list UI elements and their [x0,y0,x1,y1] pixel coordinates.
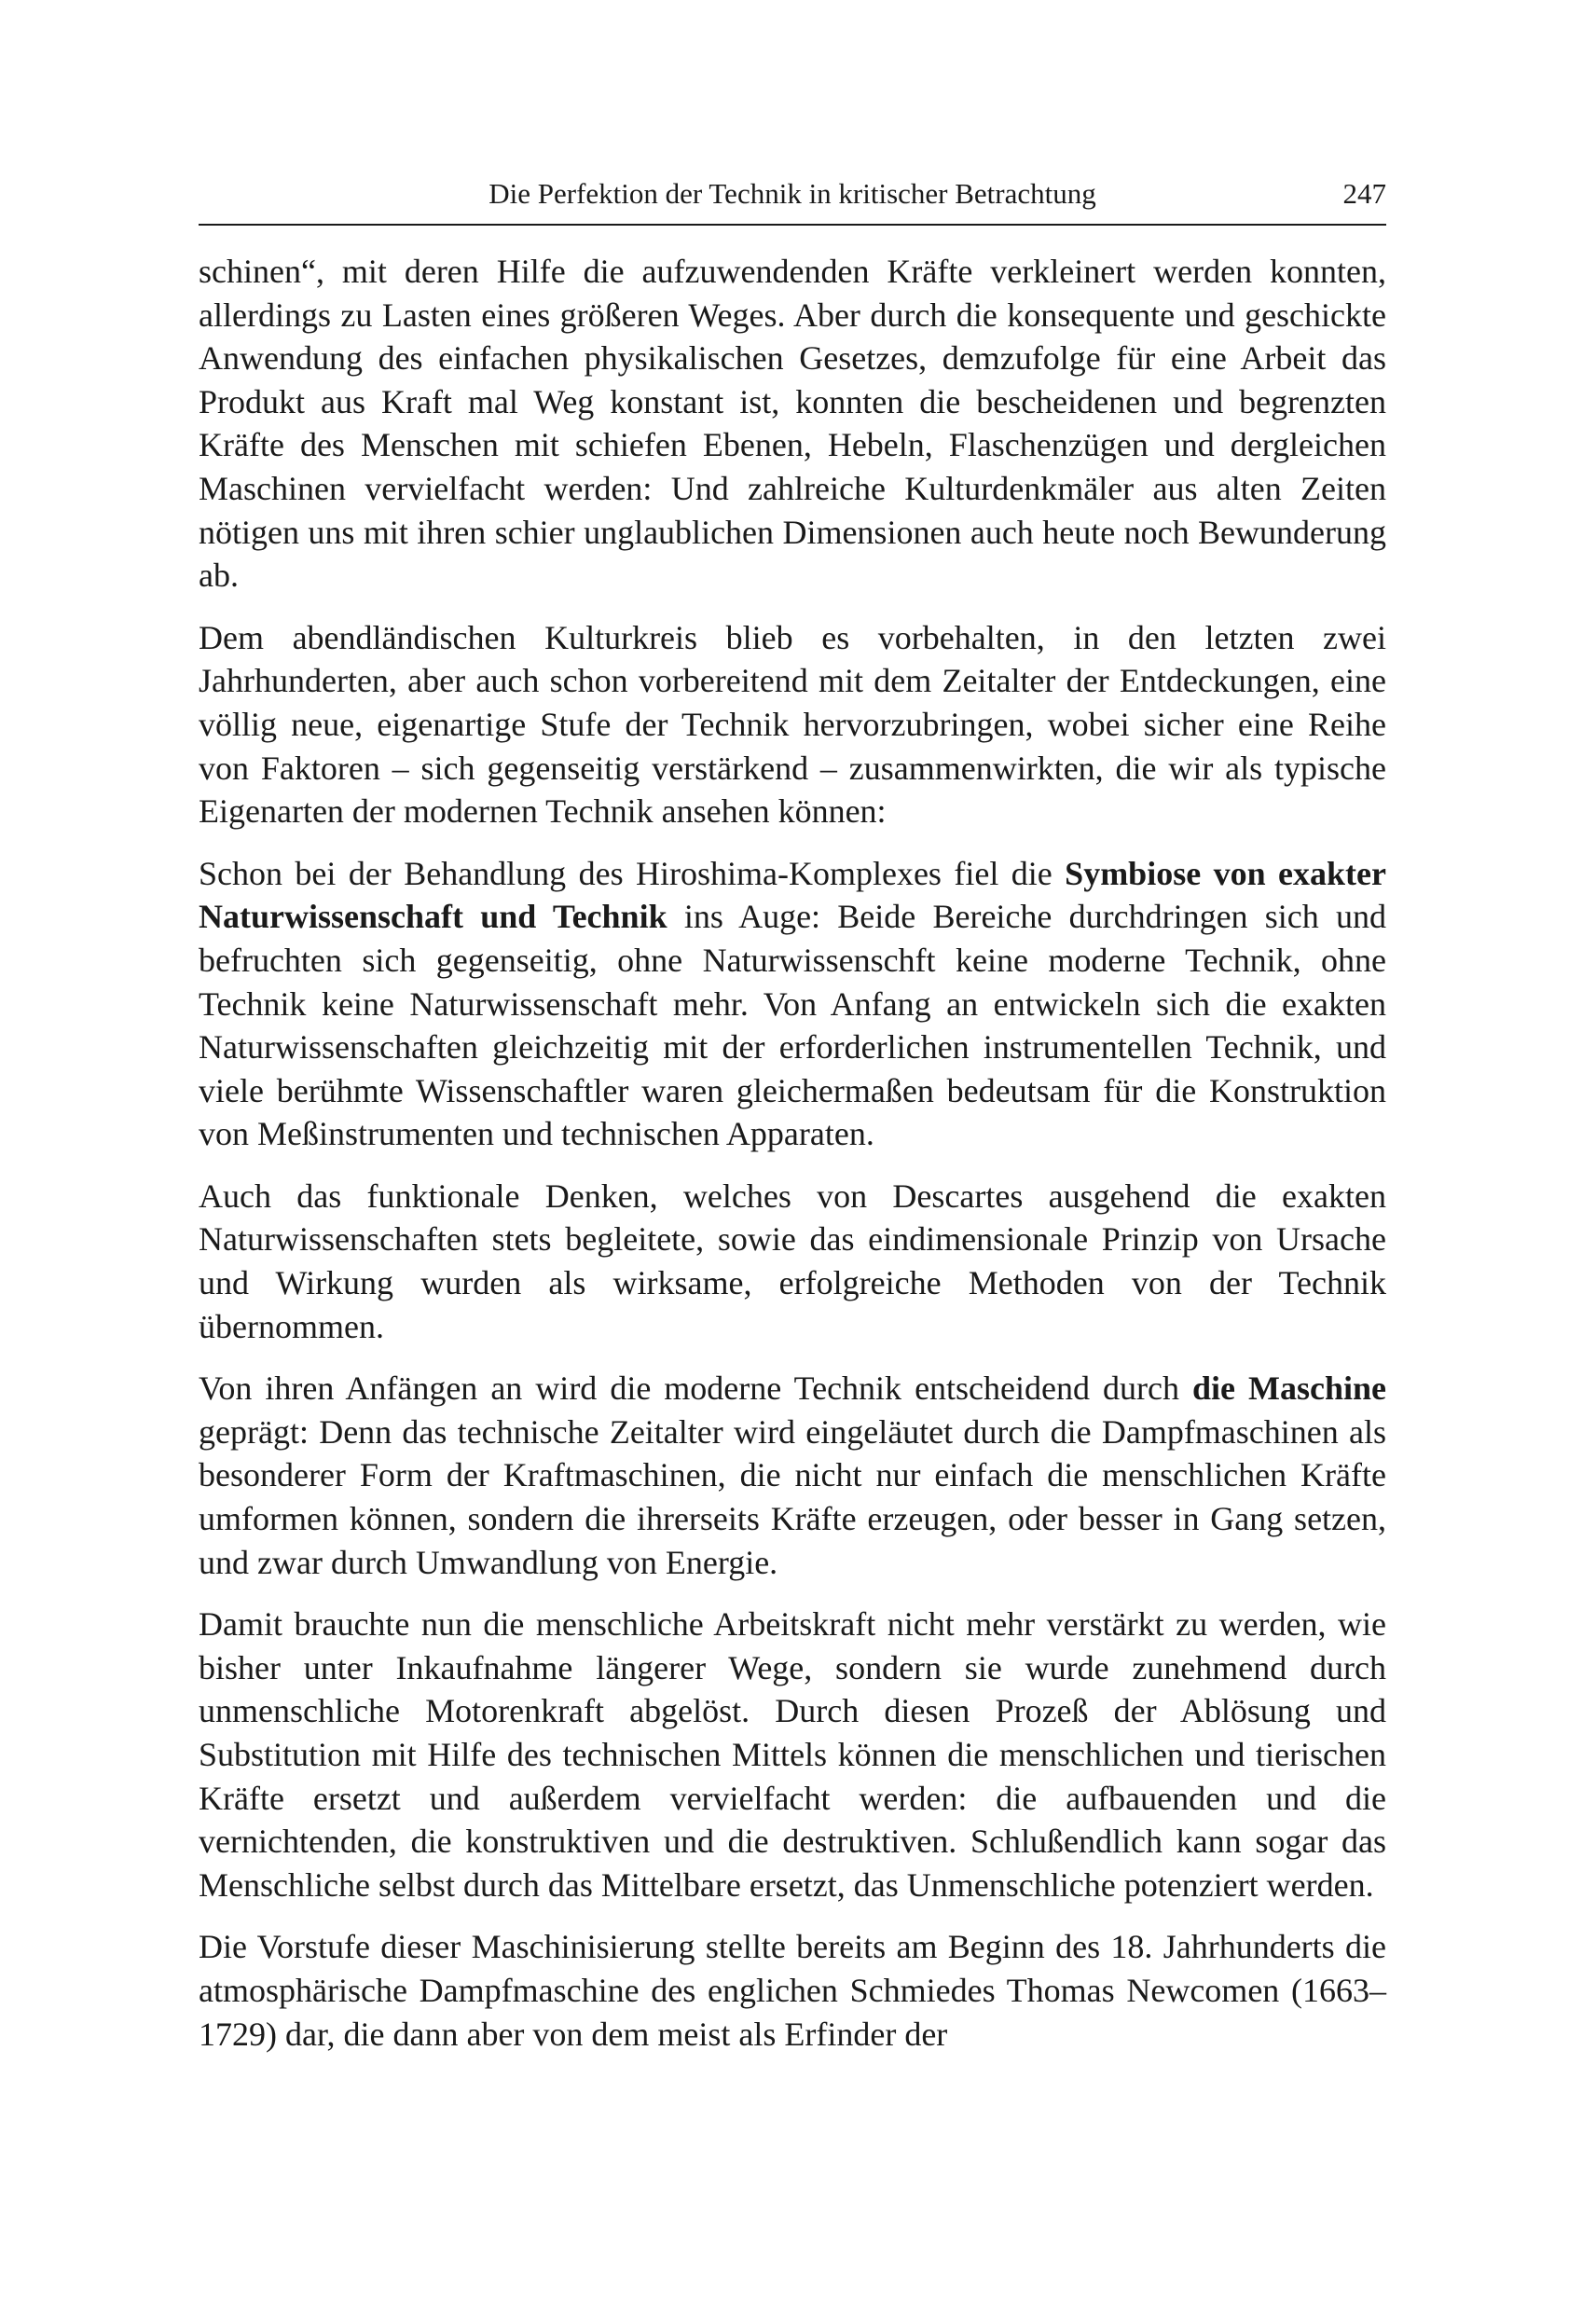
emphasis-symbiose: Symbiose von exakter Naturwissenschaft und Technik [199,854,1387,936]
body-text [199,250,1386,2074]
paragraph-3 [199,852,1386,1156]
paragraph-1: schinen“, mit deren Hilfe die aufzuwendenden Kräfte verkleinert werden konnten, allerdings zu Lasten eines größeren Weges. Aber durch die konsequente und geschickte Anwendung des einfachen physikalischen Gesetzes, demzufolge für eine Arbeit das Produkt aus Kraft mal Weg konstant ist, konnten die bescheidenen und begrenzten Kräfte des Menschen mit schiefen Ebenen, Hebeln, Flaschenzügen und dergleichen Maschinen vervielfacht werden: Und zahlreiche Kulturdenkmäler aus alten Zeiten nötigen uns mit ihren schier unglaublichen Dimensionen auch heute noch Bewunderung ab. [199,253,1386,595]
paragraph-5 [199,1367,1386,1584]
paragraph-3-lead: Schon bei der Behandlung des Hiroshima-Komplexes fiel die [199,854,1066,892]
paragraph-5-rest: geprägt: Denn das technische Zeitalter wird eingeläutet durch die Dampfmaschinen als besonderer Form der Kraftmaschinen, die nicht nur einfach die menschlichen Kräfte umformen können, sondern die ihrerseits Kräfte erzeugen, oder besser in Gang setzen, und zwar durch Umwandlung von Energie. [199,1412,1386,1581]
paragraph-2: Dem abendländischen Kulturkreis blieb es vorbehalten, in den letzten zwei Jahrhunderten, aber auch schon vorbereitend mit dem Zeitalter der Entdeckungen, eine völlig neue, eigenartige Stufe der Technik hervorzubringen, wobei sicher eine Reihe von Faktoren – sich gegenseitig verstärkend – zusammenwirkten, die wir als typische Eigenarten der modernen Technik ansehen können: [199,618,1386,831]
running-head [199,170,1386,218]
paragraph-5-lead: Von ihren Anfängen an wird die moderne Technik entscheidend durch [199,1369,1192,1408]
paragraph-4: Auch das funktionale Denken, welches von Descartes ausgehend die exakten Naturwissenschaften stets begleitete, sowie das eindimensionale Prinzip von Ursache und Wirkung wurden als wirksame, erfolgreiche Methoden von der Technik übernommen. [199,1177,1386,1345]
paragraph-7: Die Vorstufe dieser Maschinisierung stellte bereits am Beginn des 18. Jahrhunderts die atmosphärische Dampfmaschine des englichen Schmiedes Thomas Newcomen (1663–1729) dar, die dann aber von dem meist als Erfinder der [199,1928,1386,2053]
paragraph-3-rest: ins Auge: Beide Bereiche durchdringen sich und befruchten sich gegenseitig, ohne Naturwissenschft keine moderne Technik, ohne Technik keine Naturwissenschaft mehr. Von Anfang an entwickeln sich die exakten Naturwissenschaften gleichzeitig mit der erforderlichen instrumentellen Technik, und viele berühmte Wissenschaftler waren gleichermaßen bedeutsam für die Konstruktion von Meßinstrumenten und technischen Apparaten. [199,898,1386,1153]
running-title: Die Perfektion der Technik in kritischer Betrachtung [488,177,1096,210]
page-number: 247 [1342,177,1386,210]
header-rule [199,224,1386,226]
paragraph-6: Damit brauchte nun die menschliche Arbeitskraft nicht mehr verstärkt zu werden, wie bisher unter Inkaufnahme längerer Wege, sondern sie wurde zunehmend durch unmenschliche Motorenkraft abgelöst. Durch diesen Prozeß der Ablösung und Substitution mit Hilfe des technischen Mittels können die menschlichen und tierischen Kräfte ersetzt und außerdem vervielfacht werden: die aufbauenden und die vernichtenden, die konstruktiven und die destruktiven. Schlußendlich kann sogar das Menschliche selbst durch das Mittelbare ersetzt, das Unmenschliche potenziert werden. [199,1605,1386,1904]
emphasis-maschine: die Maschine [1192,1369,1387,1408]
